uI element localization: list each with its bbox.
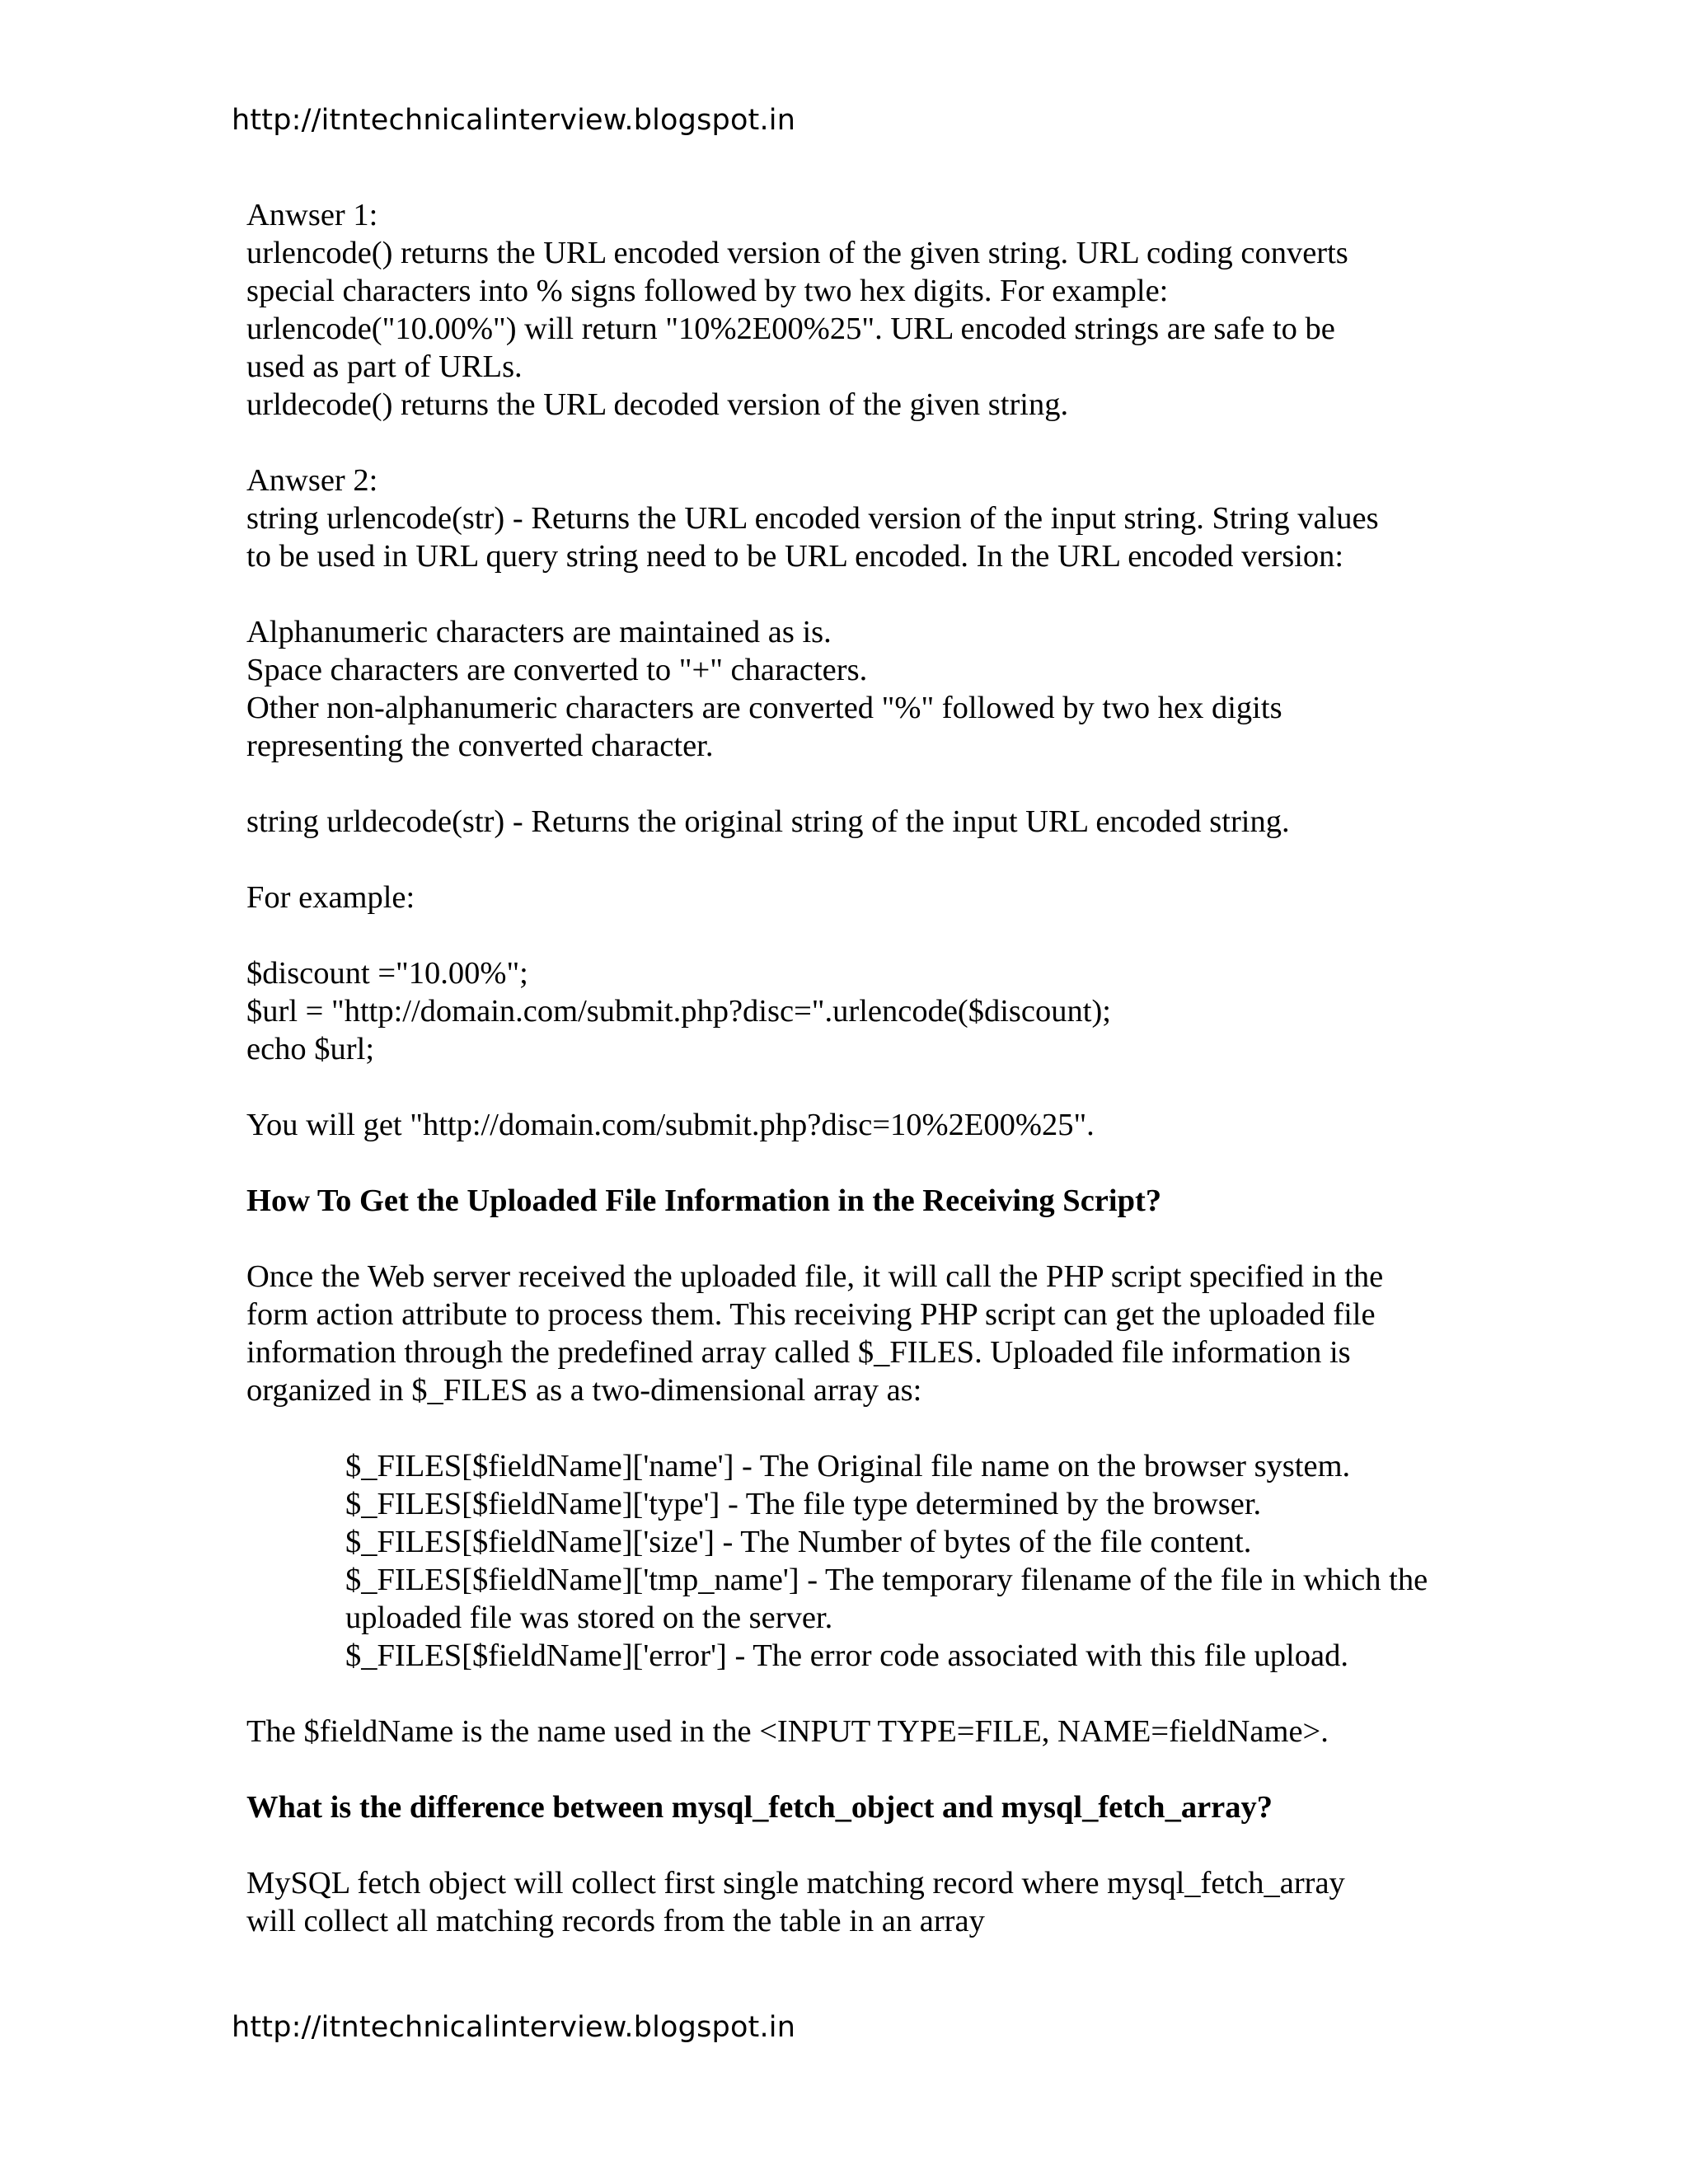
spacer (246, 575, 1466, 613)
spacer (246, 1826, 1466, 1864)
files-list-item: $_FILES[$fieldName]['name'] - The Original file name on the browser system. (345, 1449, 1351, 1483)
spacer (246, 1068, 1466, 1106)
files-list-item: $_FILES[$fieldName]['type'] - The file type determined by the browser. (345, 1487, 1262, 1521)
spacer (246, 841, 1466, 879)
files-list-item: $_FILES[$fieldName]['tmp_name'] - The temporary filename of the file in which the uploaded file was stored on the server. (345, 1563, 1428, 1635)
urldecode-description: string urldecode(str) - Returns the original string of the input URL encoded string. (246, 804, 1290, 839)
answer2-title: Anwser 2: (246, 463, 378, 498)
answer2-body: string urlencode(str) - Returns the URL encoded version of the input string. String values to be used in URL query string need to be URL encoded. In the URL encoded version: (246, 501, 1379, 574)
files-list-item: $_FILES[$fieldName]['error'] - The error code associated with this file upload. (345, 1638, 1348, 1673)
page-header-url: http://itntechnicalinterview.blogspot.in (232, 104, 796, 137)
heading-mysql-difference: What is the difference between mysql_fetch_object and mysql_fetch_array? (246, 1790, 1273, 1825)
code-example: $discount ="10.00%"; $url = "http://domain.com/submit.php?disc=".urlencode($discount); echo $url; (246, 956, 1111, 1066)
spacer (246, 1409, 1466, 1447)
spacer (246, 1144, 1466, 1182)
files-array-list (246, 1447, 1466, 1675)
heading-uploaded-file: How To Get the Uploaded File Information in the Receiving Script? (246, 1183, 1162, 1218)
spacer (246, 1675, 1466, 1713)
answer1-title: Anwser 1: (246, 198, 378, 232)
spacer (246, 765, 1466, 803)
spacer (246, 916, 1466, 954)
spacer (246, 1750, 1466, 1788)
files-list-item: $_FILES[$fieldName]['size'] - The Number of bytes of the file content. (345, 1525, 1252, 1559)
mysql-body: MySQL fetch object will collect first single matching record where mysql_fetch_array will collect all matching records from the table in an array (246, 1866, 1345, 1938)
example-label: For example: (246, 880, 415, 915)
uploaded-file-body: Once the Web server received the uploaded file, it will call the PHP script specified in the form action attribute to process them. This receiving PHP script can get the uploaded file information through the predefined array called $_FILES. Uploaded file information is organized in $_FILES as a two-dimensional array as: (246, 1259, 1384, 1408)
document-body (246, 196, 1466, 1940)
page-footer-url: http://itntechnicalinterview.blogspot.in (232, 2011, 796, 2044)
spacer (246, 424, 1466, 462)
spacer (246, 1220, 1466, 1258)
fieldname-note: The $fieldName is the name used in the <INPUT TYPE=FILE, NAME=fieldName>. (246, 1714, 1329, 1749)
encoding-rules: Alphanumeric characters are maintained as is. Space characters are converted to "+" characters. Other non-alphanumeric characters are converted "%" followed by two hex digits representing the converted character. (246, 615, 1282, 763)
example-result: You will get "http://domain.com/submit.php?disc=10%2E00%25". (246, 1108, 1095, 1142)
answer1-body: urlencode() returns the URL encoded version of the given string. URL coding converts special characters into % signs followed by two hex digits. For example: urlencode("10.00%") will return "10%2E00%25". URL encoded strings are safe to be used as part of URLs. urldecode() returns the URL decoded version of the given string. (246, 236, 1348, 422)
